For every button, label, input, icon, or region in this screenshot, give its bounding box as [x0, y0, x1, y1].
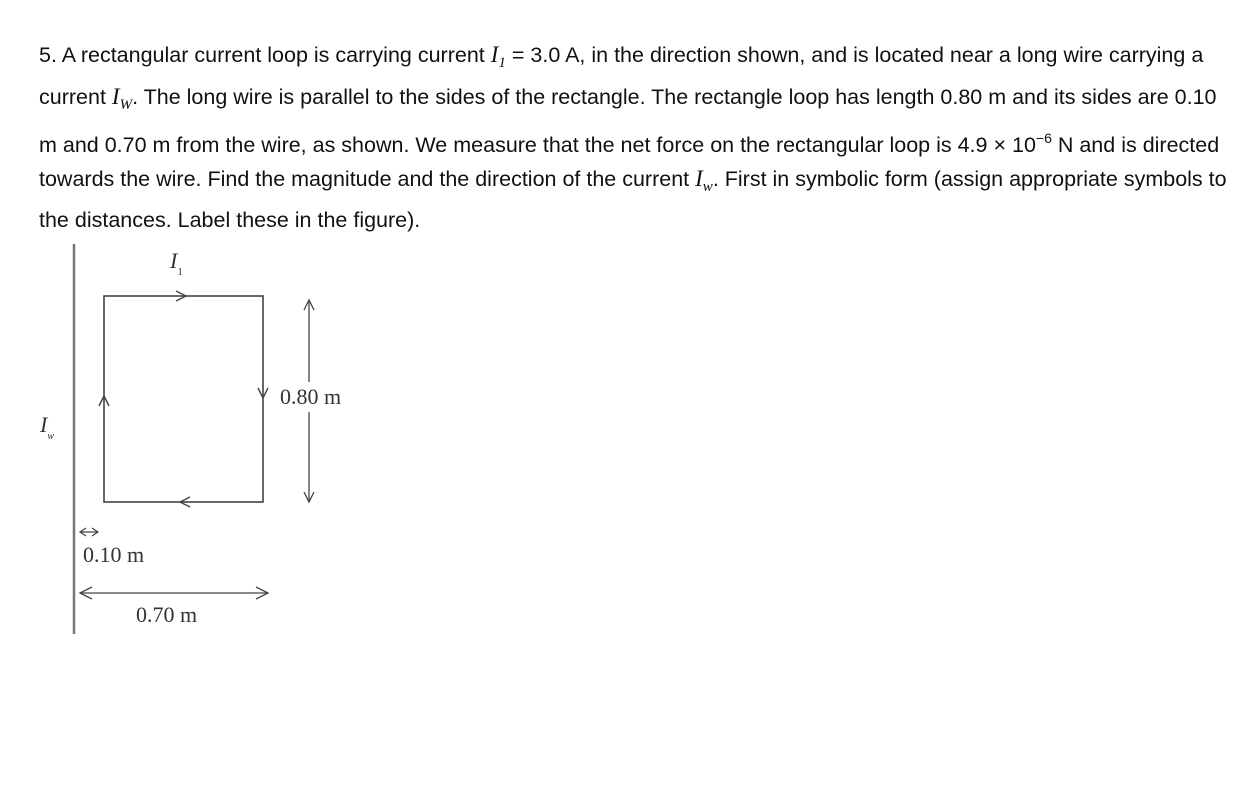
current-iw-symbol-2: $I_w$ [695, 166, 713, 195]
current-iw-symbol: $I_W$ [111, 84, 133, 113]
length-label: 0.80 m [280, 384, 342, 409]
far-distance-label: 0.70 m [136, 602, 198, 627]
wire-current-label: $I_w$ [40, 412, 54, 442]
text-segment: = 3.0 A, in the direction shown, and is located near a long wire carrying a current [39, 43, 1204, 109]
text-segment: . First in symbolic form (assign appropriate symbols to the distances. Label these in the figure). [39, 167, 1227, 232]
current-loop [104, 296, 263, 502]
current-i1-symbol: $I_1$ [490, 42, 506, 71]
exponent: −6 [1035, 130, 1052, 146]
text-segment: 5. A rectangular current loop is carrying current [39, 43, 491, 67]
loop-current-label: $I_1$ [170, 248, 183, 278]
text-segment: N and is directed towards the wire. Find the magnitude and the direction of the current [39, 133, 1220, 191]
text-segment: . The long wire is parallel to the sides of the rectangle. The rectangle loop has length 0.80 m and its sides are 0.10 m and 0.70 m from the wire, as shown. We measure that the net force on the rectangular loop is 4.9 × 10 [39, 85, 1217, 157]
near-distance-label: 0.10 m [83, 542, 145, 567]
